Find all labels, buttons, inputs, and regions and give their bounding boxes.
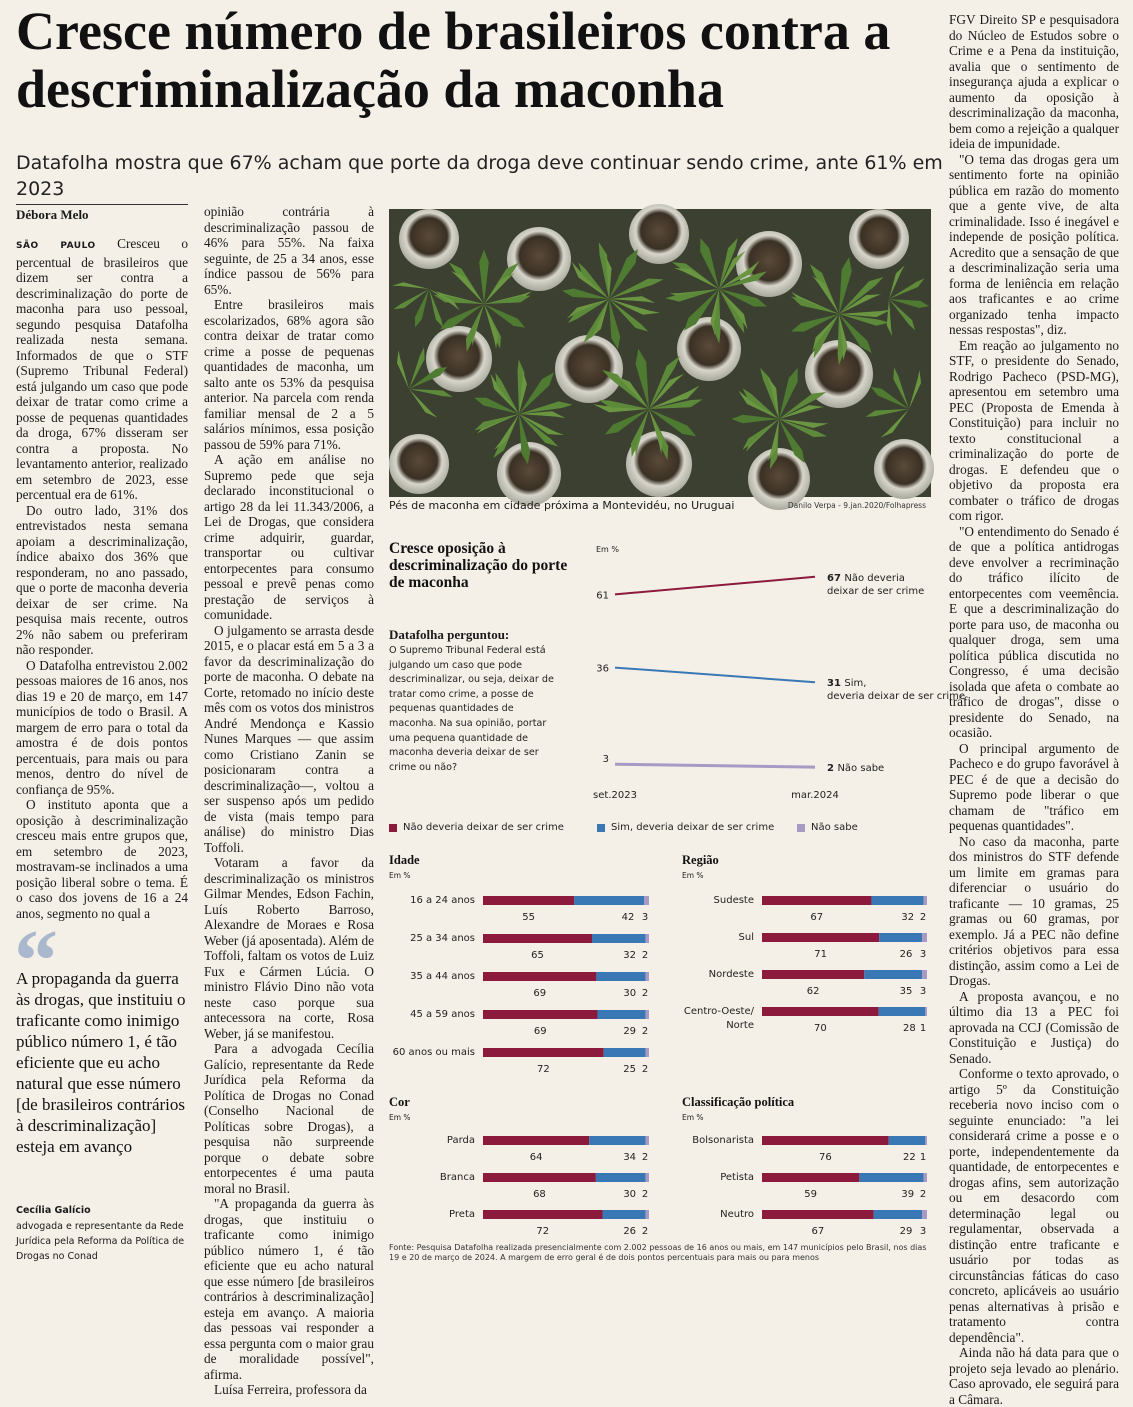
bar-value-label: 72 xyxy=(536,1064,550,1075)
bar-value-label: 72 xyxy=(536,1226,550,1237)
bar-segment-1 xyxy=(483,1173,596,1182)
article-paragraph: "O tema das drogas gera um sentimento forte na opinião pública em razão do momento que a gente vive, de alta criminalidade. Isso é inegável e independe de posição política. Acredito que a sensação de que a descriminalização seria uma forma de leniência em relação aos traficantes e ao crime organizado tenha impacto nessas respostas", diz. xyxy=(949,151,1119,337)
bar-category-label: 35 a 44 anos xyxy=(410,971,475,982)
line-series-3 xyxy=(615,764,815,767)
line-start-label: 36 xyxy=(596,663,609,675)
bar-value-label: 32 xyxy=(901,912,915,923)
bar-value-label: 67 xyxy=(810,912,824,923)
bar-segment-1 xyxy=(483,1048,604,1057)
article-paragraph: A proposta avançou, e no último dia 13 a PEC foi aprovada na CCJ (Comissão de Constituição e Justiça) do Senado. xyxy=(949,988,1119,1066)
bar-category-label: Sul xyxy=(738,932,754,943)
bar-value-label: 71 xyxy=(814,949,827,960)
bar-segment-3 xyxy=(646,1048,649,1057)
article-paragraph: Para a advogada Cecília Galício, representante da Rede Jurídica pela Reforma da Política de Drogas no Conad (Conselho Nacional de Políticas sobre Drogas), a pesquisa não surpreende porque o debate sobre entorpecentes é uma pauta moral no Brasil. xyxy=(204,1041,374,1196)
bar-value-label: 39 xyxy=(901,1189,915,1200)
bar-value-label: 2 xyxy=(641,1152,649,1163)
bar-segment-3 xyxy=(646,1136,649,1145)
idade-bar-chart xyxy=(389,884,659,1084)
bar-category-label: Preta xyxy=(449,1209,475,1220)
bar-value-label: 59 xyxy=(804,1189,818,1200)
photo-caption xyxy=(389,499,934,512)
regiao-unit: Em % xyxy=(682,871,704,880)
idade-unit: Em % xyxy=(389,871,411,880)
legend-swatch xyxy=(797,824,805,832)
bar-segment-2 xyxy=(589,1136,645,1145)
bar-segment-3 xyxy=(922,933,927,942)
legend-label: Sim, deveria deixar de ser crime xyxy=(611,822,775,833)
subheadline: Datafolha mostra que 67% acham que porte da droga deve continuar sendo crime, ante 61% em 2023 xyxy=(16,152,943,200)
article-paragraph: Em reação ao julgamento no STF, o presidente do Senado, Rodrigo Pacheco (PSD-MG), apresentou em setembro uma PEC (Proposta de Emenda à Constituição) para incluir no texto constitucional a criminalização do porte de drogas. E defendeu que o objetivo da proposta era combater o tráfico de drogas com rigor. xyxy=(949,337,1119,523)
legend-item-nao xyxy=(389,822,564,833)
chart-question-text: O Supremo Tribunal Federal está julgando um caso que pode descriminalizar, ou seja, deixar de tratar como crime, a posse de pequenas quantidades de maconha. Na sua opinião, portar uma pequena quantidade de maconha deveria deixar de ser crime ou não? xyxy=(389,645,554,773)
bar-segment-1 xyxy=(762,896,871,905)
bar-category-label: 60 anos ou mais xyxy=(392,1047,475,1058)
legend-item-nao-sabe xyxy=(797,822,858,833)
pull-quote-author-description: advogada e representante da Rede Jurídica pela Reforma da Política de Drogas no Conad xyxy=(16,1221,185,1262)
bar-segment-2 xyxy=(592,934,646,943)
article-paragraph: Ainda não há data para que o projeto seja levado ao plenário. Caso aprovado, ele seguirá para a Câmara. xyxy=(949,1345,1119,1407)
legend-label: Não deveria deixar de ser crime xyxy=(403,822,564,833)
photo-caption-text: Pés de maconha em cidade próxima a Montevidéu, no Uruguai xyxy=(389,499,735,512)
bar-segment-2 xyxy=(874,1210,922,1219)
bar-segment-2 xyxy=(864,970,922,979)
bar-segment-2 xyxy=(596,1173,646,1182)
bar-value-label: 65 xyxy=(531,950,544,961)
bar-category-label: 25 a 34 anos xyxy=(410,933,475,944)
bar-value-label: 30 xyxy=(623,1189,637,1200)
article-paragraph: Do outro lado, 31% dos entrevistados nesta semana apoiam a descriminalização, índice abaixo dos 36% que responderam, no ano passado, que o porte de maconha deveria deixar de ser crime. Na pesquisa mais recente, outros 2% não sabem ou preferiram não responder. xyxy=(16,502,188,657)
bar-segment-2 xyxy=(889,1136,926,1145)
bar-value-label: 28 xyxy=(902,1023,916,1034)
article-paragraph: A ação em análise no Supremo pede que seja declarado inconstitucional o artigo 28 da lei 11.343/2006, a Lei de Drogas, que considera crime adquirir, guardar, transportar ou cultivar entorpecentes para consumo pessoal e prevê penas como prestação de serviços à comunidade. xyxy=(204,452,374,622)
bar-value-label: 62 xyxy=(806,986,820,997)
line-start-label: 3 xyxy=(602,754,609,766)
bar-segment-3 xyxy=(646,972,649,981)
bar-segment-3 xyxy=(925,1136,927,1145)
bar-segment-2 xyxy=(871,896,923,905)
bar-segment-1 xyxy=(483,1010,598,1019)
line-end-label: 31 Sim, xyxy=(827,678,867,690)
line-end-label: 67 Não deveria xyxy=(827,572,905,584)
bar-value-label: 55 xyxy=(522,912,536,923)
politica-title: Classificação política xyxy=(682,1095,795,1109)
bar-value-label: 3 xyxy=(919,949,927,960)
article-paragraph: O instituto aponta que a oposição à descriminalização cresceu mais entre grupos que, em setembro de 2023, mostravam-se inclinados a uma posição liberal sobre o tema. É o caso dos jovens de 16 a 24 anos, segmento no qual a xyxy=(16,797,188,921)
line-end-label-cont: deixar de ser crime xyxy=(827,585,925,597)
bar-value-label: 2 xyxy=(641,988,649,999)
article-paragraph: opinião contrária à descriminalização passou de 46% para 55%. Na faixa seguinte, de 25 a 34 anos, esse índice passou de 56% para 65%. xyxy=(204,204,374,297)
chart-title: Cresce oposição à descriminalização do porte de maconha xyxy=(389,540,568,591)
bar-value-label: 29 xyxy=(899,1226,913,1237)
article-paragraph: SÃO PAULO Cresceu o percentual de brasileiros que dizem ser contra a descriminalização do porte de maconha para uso pessoal, segundo pesquisa Datafolha realizada nesta semana. Informados de que o STF (Supremo Tribunal Federal) está julgando um caso que pode deixar de tratar como crime a posse de pequenas quantidades da droga, 67% disseram ser contra a proposta. No levantamento anterior, realizado em setembro de 2023, esse percentual era de 61%. xyxy=(16,236,188,502)
bar-segment-1 xyxy=(483,1136,589,1145)
bar-segment-1 xyxy=(483,972,596,981)
article-paragraph: Luísa Ferreira, professora da xyxy=(214,1382,367,1397)
cannabis-plants-photo xyxy=(389,209,931,497)
bar-value-label: 3 xyxy=(641,912,649,923)
article-paragraph: Votaram a favor da descriminalização os ministros Gilmar Mendes, Edson Fachin, Luís Roberto Barroso, Alexandre de Moraes e Rosa Weber (já aposentada). Além de Toffoli, faltam os votos de Luiz Fux e Cármen Lúcia. O ministro Flávio Dino não vota neste caso porque sua antecessora na corte, Rosa Weber, já se manifestou. xyxy=(204,855,374,1041)
bar-segment-2 xyxy=(574,896,644,905)
pull-quote-author: Cecília Galício xyxy=(16,1205,91,1216)
article-paragraph: "A propaganda da guerra às drogas, que instituiu o traficante como inimigo público número 1, é tão eficiente que eu acho natural que esse número [de brasileiros contrários à descriminalização] esteja em avanço. A maioria das pessoas vai responder a essa pergunta com o maior grau de moralidade possível", afirma. xyxy=(204,1196,374,1382)
byline: Débora Melo xyxy=(16,204,188,223)
article-column-2 xyxy=(204,204,374,1397)
bar-segment-1 xyxy=(762,1136,889,1145)
bar-segment-2 xyxy=(596,972,645,981)
bar-segment-2 xyxy=(598,1010,646,1019)
bar-segment-3 xyxy=(646,1210,649,1219)
chart-source: Fonte: Pesquisa Datafolha realizada presencialmente com 2.002 pessoas de 16 anos ou mais, em 147 municípios pelo Brasil, nos dias 19 e 20 de março de 2024. A margem de erro geral é de dois pontos percentuais para mais ou para menos xyxy=(389,1243,927,1262)
bar-segment-3 xyxy=(646,1010,649,1019)
bar-value-label: 64 xyxy=(529,1152,543,1163)
bar-category-label: 16 a 24 anos xyxy=(410,895,475,906)
bar-segment-3 xyxy=(925,1007,927,1016)
quote-mark-icon: “ xyxy=(14,913,58,1010)
article-paragraph: FGV Direito SP e pesquisadora do Núcleo de Estudos sobre o Crime e a Pena da instituição, avalia que o sentimento de insegurança ajuda a explicar o aumento da oposição à descriminalização da maconha, bem como a rejeição a qualquer ideia de impunidade. xyxy=(949,12,1119,151)
article-paragraph: Conforme o texto aprovado, o artigo 5º da Constituição receberia novo inciso com o seguinte enunciado: "a lei considerará crime a posse e o porte, independentemente da quantidade, de entorpecentes e drogas afins, sem autorização ou em desacordo com determinação legal ou regulamentar, observada a distinção entre traficante e usuário por todas as circunstâncias fáticas do caso concreto, aplicáveis ao usuário penas alternativas à prisão e tratamento contra dependência". xyxy=(949,1066,1119,1345)
bar-segment-3 xyxy=(924,1173,927,1182)
bar-segment-1 xyxy=(483,1210,603,1219)
bar-category-label-cont: Norte xyxy=(726,1020,754,1031)
bar-segment-2 xyxy=(603,1210,646,1219)
article-paragraph: O Datafolha entrevistou 2.002 pessoas maiores de 16 anos, nos dias 19 e 20 de março, em 147 municípios de todo o Brasil. A margem de erro para o total da amostra é de dois pontos percentuais, para mais ou para menos, dentro do nível de confiança de 95%. xyxy=(16,657,188,797)
bar-value-label: 29 xyxy=(623,1026,637,1037)
legend-swatch xyxy=(597,824,605,832)
bar-value-label: 70 xyxy=(813,1023,827,1034)
bar-value-label: 69 xyxy=(533,988,547,999)
bar-segment-1 xyxy=(762,933,879,942)
bar-segment-1 xyxy=(762,1210,874,1219)
bar-segment-3 xyxy=(644,896,649,905)
politica-bar-chart xyxy=(672,1126,934,1242)
bar-value-label: 42 xyxy=(621,912,635,923)
bar-value-label: 30 xyxy=(623,988,637,999)
line-series-1 xyxy=(615,577,815,595)
bar-category-label: Nordeste xyxy=(708,969,754,980)
bar-value-label: 22 xyxy=(902,1152,916,1163)
politica-unit: Em % xyxy=(682,1113,704,1122)
line-x-tick: set.2023 xyxy=(593,790,637,801)
bar-segment-1 xyxy=(483,934,592,943)
bar-value-label: 3 xyxy=(919,986,927,997)
bar-segment-1 xyxy=(762,1007,879,1016)
bar-value-label: 2 xyxy=(919,912,927,923)
article-paragraph: O julgamento se arrasta desde 2015, e o placar está em 5 a 3 a favor da descriminalização do porte de maconha. O debate na Corte, retomado no início deste mês com os votos dos ministros André Mendonça e Kassio Nunes Marques — que assim como Cristiano Zanin se posicionaram contra a descriminalização—, voltou a ser suspenso após um pedido de vista (mais tempo para análise) do ministro Dias Toffoli. xyxy=(204,622,374,855)
article-column-1 xyxy=(16,236,188,921)
line-x-tick: mar.2024 xyxy=(791,790,839,801)
bar-value-label: 2 xyxy=(641,1189,649,1200)
bar-value-label: 2 xyxy=(641,1064,649,1075)
article-paragraph: O principal argumento de Pacheco e do grupo favorável à PEC é de que a decisão do Supremo pode liberar o que chamam de "tráfico em pequenas quantidades". xyxy=(949,740,1119,833)
cor-unit: Em % xyxy=(389,1113,411,1122)
bar-category-label: Parda xyxy=(446,1135,475,1146)
bar-value-label: 2 xyxy=(641,1026,649,1037)
bar-value-label: 76 xyxy=(818,1152,832,1163)
bar-value-label: 68 xyxy=(533,1189,546,1200)
bar-category-label: Neutro xyxy=(720,1209,754,1220)
cor-bar-chart xyxy=(389,1126,659,1242)
cor-title: Cor xyxy=(389,1095,410,1109)
legend-swatch xyxy=(389,824,397,832)
bar-category-label: Bolsonarista xyxy=(692,1135,754,1146)
bar-segment-1 xyxy=(762,970,864,979)
bar-category-label: Branca xyxy=(439,1172,475,1183)
photo-credit: Danilo Verpa - 9.jan.2020/Folhapress xyxy=(787,501,926,510)
bar-segment-1 xyxy=(762,1173,859,1182)
bar-category-label: Petista xyxy=(720,1172,754,1183)
line-end-label: 2 Não sabe xyxy=(827,763,885,775)
bar-value-label: 35 xyxy=(899,986,913,997)
article-paragraph: "O entendimento do Senado é de que a política antidrogas deve envolver a recriminação do tráfico ilícito de entorpecentes com veemência. E que a descriminalização do porte para uso, de maconha ou qualquer droga, sem uma política pública discutida no Congresso, é uma decisão isolada que afeta o combate ao tráfico de drogas", disse o presidente do Senado, na ocasião. xyxy=(949,523,1119,740)
bar-value-label: 69 xyxy=(533,1026,547,1037)
line-chart-ylabel: Em % xyxy=(596,545,619,554)
bar-segment-3 xyxy=(646,1173,649,1182)
bar-segment-3 xyxy=(646,934,649,943)
line-chart xyxy=(580,538,965,808)
bar-value-label: 2 xyxy=(641,950,649,961)
chart-question-title: Datafolha perguntou: xyxy=(389,627,510,642)
legend-item-sim xyxy=(597,822,774,833)
bar-segment-2 xyxy=(879,1007,926,1016)
bar-segment-2 xyxy=(879,933,922,942)
regiao-bar-chart xyxy=(672,884,934,1044)
bar-category-label: 45 a 59 anos xyxy=(410,1009,475,1020)
bar-segment-3 xyxy=(922,970,927,979)
bar-value-label: 1 xyxy=(919,1152,927,1163)
pull-quote: A propaganda da guerra às drogas, que instituiu o traficante como inimigo público número 1, é tão eficiente que eu acho natural que esse número [de brasileiros contrários à descriminalização] esteja em avanço xyxy=(16,969,186,1156)
cannabis-plants-illustration xyxy=(389,209,931,497)
line-start-label: 61 xyxy=(596,590,609,602)
bar-value-label: 2 xyxy=(919,1189,927,1200)
bar-value-label: 2 xyxy=(641,1226,649,1237)
article-paragraph: Entre brasileiros mais escolarizados, 68% agora são contra deixar de tratar como crime a posse de pequenas quantidades de maconha, um salto ante os 53% da pesquisa anterior. Na parcela com renda familiar mensal de 2 a 5 salários mínimos, essa posição passou de 59% para 71%. xyxy=(204,297,374,452)
bar-value-label: 25 xyxy=(623,1064,637,1075)
bar-category-label: Sudeste xyxy=(713,895,754,906)
article-column-4 xyxy=(949,12,1119,1407)
bar-value-label: 3 xyxy=(919,1226,927,1237)
bar-value-label: 67 xyxy=(811,1226,825,1237)
bar-segment-2 xyxy=(859,1173,923,1182)
legend-label: Não sabe xyxy=(811,822,858,833)
bar-value-label: 34 xyxy=(623,1152,637,1163)
bar-value-label: 1 xyxy=(919,1023,927,1034)
bar-segment-1 xyxy=(483,896,574,905)
bar-value-label: 26 xyxy=(899,949,913,960)
bar-value-label: 32 xyxy=(623,950,637,961)
bar-category-label: Centro-Oeste/ xyxy=(683,1006,754,1017)
article-paragraph: No caso da maconha, parte dos ministros do STF defende um limite em gramas para diferenciar o usuário do traficante — 10 gramas, 25 gramas ou 60 gramas, por exemplo. Já a PEC não define critérios objetivos para essa distinção, assim como a Lei de Drogas. xyxy=(949,833,1119,988)
bar-segment-2 xyxy=(604,1048,646,1057)
dateline-city: SÃO PAULO xyxy=(16,241,96,251)
idade-title: Idade xyxy=(389,853,420,867)
bar-segment-3 xyxy=(922,1210,927,1219)
line-series-2 xyxy=(615,668,815,683)
bar-value-label: 26 xyxy=(623,1226,637,1237)
headline: Cresce número de brasileiros contra a descriminalização da maconha xyxy=(16,1,891,119)
line-end-label-cont: deveria deixar de ser crime xyxy=(827,691,965,703)
bar-segment-3 xyxy=(924,896,927,905)
regiao-title: Região xyxy=(682,853,719,867)
